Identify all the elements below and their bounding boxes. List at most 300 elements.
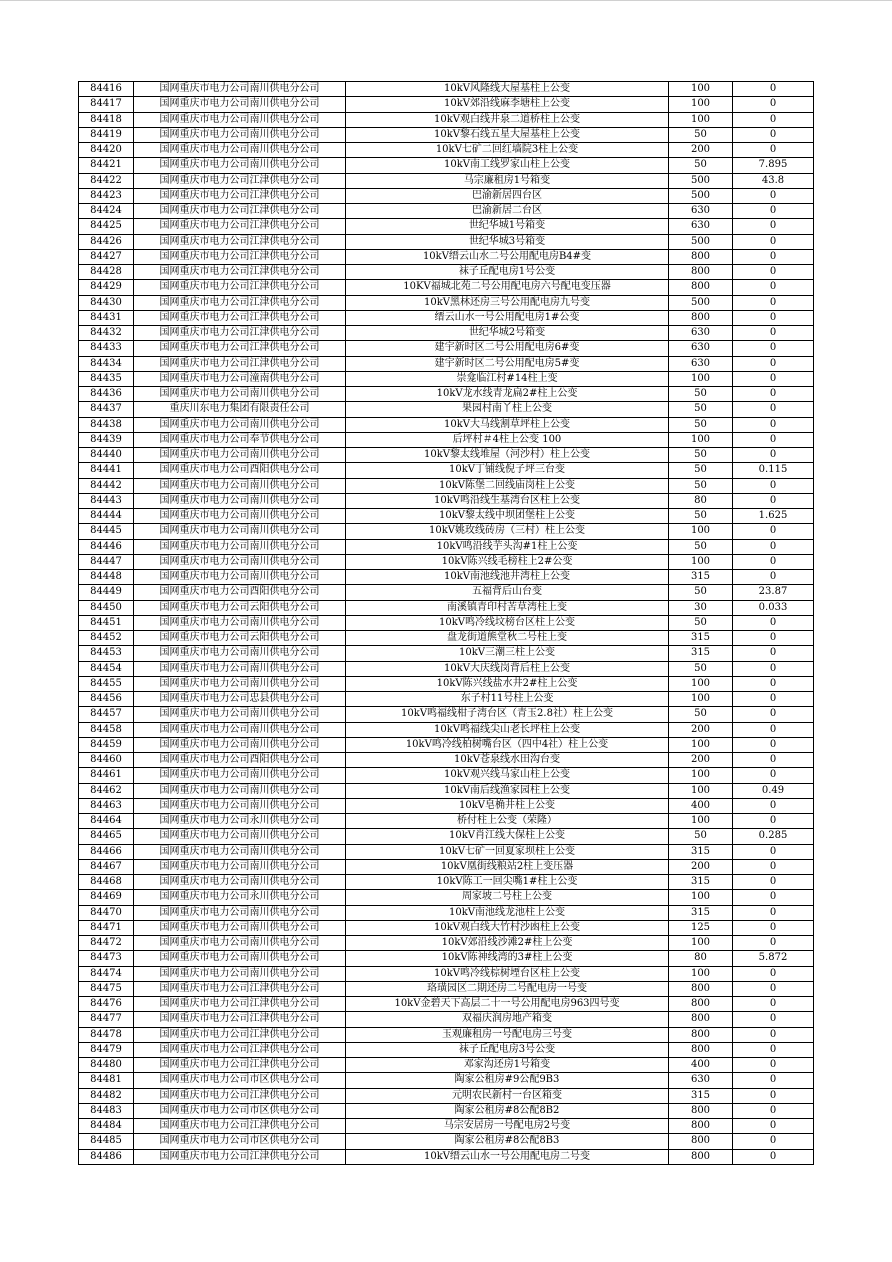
row-id-cell: 84470 [79, 905, 134, 920]
table-row [79, 173, 814, 188]
company-cell: 国网重庆市电力公司江津供电分公司 [134, 1012, 346, 1027]
transformer-name-cell: 珞璜园区二期还房二号配电房一号变 [346, 981, 669, 996]
capacity-cell: 200 [669, 722, 733, 737]
company-cell: 国网重庆市电力公司市区供电分公司 [134, 1103, 346, 1118]
table-row [79, 615, 814, 630]
row-id-cell: 84459 [79, 737, 134, 752]
value-cell: 0 [733, 1103, 814, 1118]
row-id-cell: 84416 [79, 82, 134, 97]
capacity-cell: 315 [669, 646, 733, 661]
transformer-name-cell: 10kV缙云山水二号公用配电房B4#变 [346, 249, 669, 264]
transformer-name-cell: 10kV皂桷井柱上公变 [346, 798, 669, 813]
capacity-cell: 800 [669, 1012, 733, 1027]
company-cell: 国网重庆市电力公司南川供电分公司 [134, 966, 346, 981]
capacity-cell: 100 [669, 371, 733, 386]
value-cell: 0 [733, 554, 814, 569]
value-cell: 0 [733, 1058, 814, 1073]
capacity-cell: 50 [669, 158, 733, 173]
company-cell: 国网重庆市电力公司江津供电分公司 [134, 997, 346, 1012]
transformer-name-cell: 10kV黎石线五星大屋基柱上公变 [346, 127, 669, 142]
table-row [79, 920, 814, 935]
capacity-cell: 200 [669, 859, 733, 874]
transformer-name-cell: 马宗廉租房1号箱变 [346, 173, 669, 188]
company-cell: 国网重庆市电力公司云阳供电分公司 [134, 631, 346, 646]
table-row [79, 97, 814, 112]
value-cell: 0 [733, 295, 814, 310]
row-id-cell: 84447 [79, 554, 134, 569]
capacity-cell: 800 [669, 1119, 733, 1134]
capacity-cell: 315 [669, 875, 733, 890]
transformer-name-cell: 10kV陈堡二回线庙岗柱上公变 [346, 478, 669, 493]
row-id-cell: 84456 [79, 692, 134, 707]
value-cell: 0 [733, 722, 814, 737]
capacity-cell: 500 [669, 234, 733, 249]
table-row [79, 844, 814, 859]
transformer-name-cell: 10kV七矿二回红墙院3柱上公变 [346, 143, 669, 158]
capacity-cell: 800 [669, 265, 733, 280]
table-row [79, 234, 814, 249]
capacity-cell: 800 [669, 1103, 733, 1118]
company-cell: 国网重庆市电力公司南川供电分公司 [134, 661, 346, 676]
capacity-cell: 500 [669, 188, 733, 203]
transformer-name-cell: 马宗安居房一号配电房2号变 [346, 1119, 669, 1134]
value-cell: 0 [733, 356, 814, 371]
value-cell: 0 [733, 112, 814, 127]
transformer-name-cell: 10kV三潮三柱上公变 [346, 646, 669, 661]
value-cell: 0 [733, 82, 814, 97]
company-cell: 国网重庆市电力公司南川供电分公司 [134, 646, 346, 661]
row-id-cell: 84449 [79, 585, 134, 600]
capacity-cell: 800 [669, 1042, 733, 1057]
table-row [79, 1073, 814, 1088]
company-cell: 国网重庆市电力公司南川供电分公司 [134, 493, 346, 508]
value-cell: 0 [733, 814, 814, 829]
company-cell: 国网重庆市电力公司市区供电分公司 [134, 1134, 346, 1149]
transformer-name-cell: 玉观廉租房一号配电房三号变 [346, 1027, 669, 1042]
company-cell: 国网重庆市电力公司南川供电分公司 [134, 875, 346, 890]
company-cell: 国网重庆市电力公司江津供电分公司 [134, 1149, 346, 1164]
transformer-name-cell: 10kV陈兴线盐水井2#柱上公变 [346, 676, 669, 691]
capacity-cell: 100 [669, 936, 733, 951]
row-id-cell: 84440 [79, 448, 134, 463]
row-id-cell: 84453 [79, 646, 134, 661]
table-row [79, 814, 814, 829]
transformer-name-cell: 巴渝新居四台区 [346, 188, 669, 203]
capacity-cell: 800 [669, 981, 733, 996]
value-cell: 0 [733, 890, 814, 905]
row-id-cell: 84477 [79, 1012, 134, 1027]
value-cell: 0 [733, 402, 814, 417]
row-id-cell: 84448 [79, 570, 134, 585]
table-row [79, 692, 814, 707]
value-cell: 5.872 [733, 951, 814, 966]
value-cell: 0 [733, 219, 814, 234]
transformer-name-cell: 10kV南后线渔家园柱上公变 [346, 783, 669, 798]
transformer-name-cell: 巴渝新居二台区 [346, 204, 669, 219]
value-cell: 0 [733, 1042, 814, 1057]
value-cell: 0 [733, 1073, 814, 1088]
row-id-cell: 84427 [79, 249, 134, 264]
transformer-name-cell: 10kV鸣沿线生基湾台区柱上公变 [346, 493, 669, 508]
table-row [79, 722, 814, 737]
value-cell: 0 [733, 127, 814, 142]
transformer-name-cell: 后坪村＃4柱上公变 100 [346, 432, 669, 447]
table-row [79, 432, 814, 447]
table-row [79, 356, 814, 371]
value-cell: 0 [733, 417, 814, 432]
value-cell: 0.285 [733, 829, 814, 844]
value-cell: 23.87 [733, 585, 814, 600]
company-cell: 国网重庆市电力公司南川供电分公司 [134, 722, 346, 737]
company-cell: 国网重庆市电力公司江津供电分公司 [134, 1119, 346, 1134]
transformer-name-cell: 东子村11号柱上公变 [346, 692, 669, 707]
capacity-cell: 50 [669, 661, 733, 676]
row-id-cell: 84464 [79, 814, 134, 829]
company-cell: 国网重庆市电力公司南川供电分公司 [134, 920, 346, 935]
company-cell: 国网重庆市电力公司江津供电分公司 [134, 1027, 346, 1042]
row-id-cell: 84441 [79, 463, 134, 478]
table-row [79, 997, 814, 1012]
company-cell: 国网重庆市电力公司江津供电分公司 [134, 265, 346, 280]
row-id-cell: 84481 [79, 1073, 134, 1088]
table-row [79, 1058, 814, 1073]
table-row [79, 875, 814, 890]
capacity-cell: 50 [669, 387, 733, 402]
value-cell: 0 [733, 493, 814, 508]
transformer-name-cell: 袜子丘配电房1号公变 [346, 265, 669, 280]
row-id-cell: 84445 [79, 524, 134, 539]
transformer-name-cell: 10kV鸣福线尖山老长坪柱上公变 [346, 722, 669, 737]
table-row [79, 1134, 814, 1149]
capacity-cell: 50 [669, 509, 733, 524]
value-cell: 7.895 [733, 158, 814, 173]
value-cell: 0 [733, 280, 814, 295]
company-cell: 国网重庆市电力公司南川供电分公司 [134, 829, 346, 844]
table-row [79, 981, 814, 996]
table-row [79, 631, 814, 646]
table-row [79, 936, 814, 951]
table-row [79, 82, 814, 97]
table-row [79, 768, 814, 783]
capacity-cell: 50 [669, 448, 733, 463]
row-id-cell: 84465 [79, 829, 134, 844]
row-id-cell: 84422 [79, 173, 134, 188]
transformer-name-cell: 建宇新时区二号公用配电房6#变 [346, 341, 669, 356]
table-row [79, 371, 814, 386]
table-row [79, 310, 814, 325]
capacity-cell: 100 [669, 890, 733, 905]
table-row [79, 265, 814, 280]
table-row [79, 1088, 814, 1103]
company-cell: 国网重庆市电力公司酉阳供电分公司 [134, 585, 346, 600]
company-cell: 国网重庆市电力公司南川供电分公司 [134, 615, 346, 630]
table-row [79, 463, 814, 478]
row-id-cell: 84480 [79, 1058, 134, 1073]
company-cell: 国网重庆市电力公司江津供电分公司 [134, 204, 346, 219]
company-cell: 国网重庆市电力公司江津供电分公司 [134, 1042, 346, 1057]
value-cell: 0 [733, 188, 814, 203]
capacity-cell: 100 [669, 676, 733, 691]
value-cell: 0 [733, 432, 814, 447]
row-id-cell: 84442 [79, 478, 134, 493]
capacity-cell: 100 [669, 737, 733, 752]
capacity-cell: 100 [669, 783, 733, 798]
company-cell: 国网重庆市电力公司南川供电分公司 [134, 737, 346, 752]
table-row [79, 600, 814, 615]
value-cell: 0 [733, 341, 814, 356]
transformer-name-cell: 周家坡二号柱上公变 [346, 890, 669, 905]
company-cell: 国网重庆市电力公司江津供电分公司 [134, 188, 346, 203]
transformer-name-cell: 陶家公租房#8公配8B2 [346, 1103, 669, 1118]
transformer-name-cell: 世纪华城2号箱变 [346, 326, 669, 341]
transformer-name-cell: 10kV陈工一回尖嘴1#柱上公变 [346, 875, 669, 890]
capacity-cell: 200 [669, 143, 733, 158]
value-cell: 0 [733, 524, 814, 539]
capacity-cell: 50 [669, 539, 733, 554]
company-cell: 国网重庆市电力公司江津供电分公司 [134, 356, 346, 371]
row-id-cell: 84462 [79, 783, 134, 798]
value-cell: 0 [733, 204, 814, 219]
company-cell: 国网重庆市电力公司江津供电分公司 [134, 1058, 346, 1073]
table-row [79, 570, 814, 585]
company-cell: 国网重庆市电力公司江津供电分公司 [134, 310, 346, 325]
row-id-cell: 84486 [79, 1149, 134, 1164]
company-cell: 国网重庆市电力公司云阳供电分公司 [134, 600, 346, 615]
row-id-cell: 84454 [79, 661, 134, 676]
company-cell: 国网重庆市电力公司南川供电分公司 [134, 859, 346, 874]
company-cell: 国网重庆市电力公司酉阳供电分公司 [134, 463, 346, 478]
value-cell: 0 [733, 676, 814, 691]
table-row [79, 402, 814, 417]
row-id-cell: 84421 [79, 158, 134, 173]
capacity-cell: 50 [669, 829, 733, 844]
company-cell: 国网重庆市电力公司江津供电分公司 [134, 280, 346, 295]
transformer-name-cell: 10kV鸣沿线芋头沟#1柱上公变 [346, 539, 669, 554]
transformer-name-cell: 世纪华城3号箱变 [346, 234, 669, 249]
value-cell: 0 [733, 920, 814, 935]
table-row [79, 448, 814, 463]
transformer-name-cell: 元明农民新村一台区箱变 [346, 1088, 669, 1103]
row-id-cell: 84444 [79, 509, 134, 524]
row-id-cell: 84429 [79, 280, 134, 295]
row-id-cell: 84423 [79, 188, 134, 203]
row-id-cell: 84466 [79, 844, 134, 859]
row-id-cell: 84434 [79, 356, 134, 371]
value-cell: 0 [733, 798, 814, 813]
table-row [79, 798, 814, 813]
transformer-name-cell: 陶家公租房#8公配8B3 [346, 1134, 669, 1149]
capacity-cell: 800 [669, 310, 733, 325]
value-cell: 0 [733, 570, 814, 585]
transformer-name-cell: 10kV观兴线马家山柱上公变 [346, 768, 669, 783]
company-cell: 国网重庆市电力公司江津供电分公司 [134, 173, 346, 188]
capacity-cell: 630 [669, 219, 733, 234]
row-id-cell: 84460 [79, 753, 134, 768]
capacity-cell: 315 [669, 631, 733, 646]
value-cell: 0 [733, 661, 814, 676]
row-id-cell: 84424 [79, 204, 134, 219]
row-id-cell: 84457 [79, 707, 134, 722]
transformer-name-cell: 10kV鸣冷线坟榜台区柱上公变 [346, 615, 669, 630]
row-id-cell: 84455 [79, 676, 134, 691]
company-cell: 国网重庆市电力公司江津供电分公司 [134, 249, 346, 264]
transformer-name-cell: 10kV姚玫线砖房（三村）柱上公变 [346, 524, 669, 539]
capacity-cell: 630 [669, 204, 733, 219]
capacity-cell: 315 [669, 905, 733, 920]
table-row [79, 387, 814, 402]
row-id-cell: 84419 [79, 127, 134, 142]
value-cell: 0 [733, 875, 814, 890]
value-cell: 0 [733, 310, 814, 325]
row-id-cell: 84451 [79, 615, 134, 630]
company-cell: 国网重庆市电力公司南川供电分公司 [134, 554, 346, 569]
capacity-cell: 800 [669, 1134, 733, 1149]
value-cell: 0 [733, 631, 814, 646]
table-row [79, 859, 814, 874]
row-id-cell: 84438 [79, 417, 134, 432]
table-row [79, 524, 814, 539]
row-id-cell: 84468 [79, 875, 134, 890]
capacity-cell: 800 [669, 1149, 733, 1164]
capacity-cell: 400 [669, 798, 733, 813]
transformer-name-cell: 10kV苍泉线水田沟台变 [346, 753, 669, 768]
table-row [79, 188, 814, 203]
company-cell: 国网重庆市电力公司南川供电分公司 [134, 143, 346, 158]
value-cell: 0 [733, 326, 814, 341]
value-cell: 0 [733, 1134, 814, 1149]
company-cell: 国网重庆市电力公司南川供电分公司 [134, 97, 346, 112]
transformer-name-cell: 10kV肖江线大保柱上公变 [346, 829, 669, 844]
value-cell: 0 [733, 707, 814, 722]
table-row [79, 951, 814, 966]
value-cell: 0 [733, 249, 814, 264]
company-cell: 国网重庆市电力公司忠县供电分公司 [134, 692, 346, 707]
table-row [79, 249, 814, 264]
transformer-name-cell: 10KV福城北苑二号公用配电房六号配电变压器 [346, 280, 669, 295]
value-cell: 0 [733, 1012, 814, 1027]
transformer-name-cell: 10kV龙水线青龙扁2#柱上公变 [346, 387, 669, 402]
value-cell: 0 [733, 692, 814, 707]
row-id-cell: 84436 [79, 387, 134, 402]
capacity-cell: 200 [669, 753, 733, 768]
capacity-cell: 50 [669, 585, 733, 600]
company-cell: 国网重庆市电力公司南川供电分公司 [134, 905, 346, 920]
capacity-cell: 100 [669, 814, 733, 829]
transformer-name-cell: 10kV观白线井泉二道桥柱上公变 [346, 112, 669, 127]
value-cell: 0 [733, 448, 814, 463]
capacity-cell: 500 [669, 295, 733, 310]
capacity-cell: 400 [669, 1058, 733, 1073]
company-cell: 重庆川东电力集团有限责任公司 [134, 402, 346, 417]
transformer-name-cell: 建宇新时区二号公用配电房5#变 [346, 356, 669, 371]
value-cell: 0 [733, 387, 814, 402]
capacity-cell: 630 [669, 341, 733, 356]
row-id-cell: 84458 [79, 722, 134, 737]
table-row [79, 905, 814, 920]
company-cell: 国网重庆市电力公司江津供电分公司 [134, 326, 346, 341]
company-cell: 国网重庆市电力公司南川供电分公司 [134, 783, 346, 798]
capacity-cell: 800 [669, 997, 733, 1012]
row-id-cell: 84469 [79, 890, 134, 905]
company-cell: 国网重庆市电力公司市区供电分公司 [134, 1073, 346, 1088]
capacity-cell: 50 [669, 402, 733, 417]
table-row [79, 1119, 814, 1134]
row-id-cell: 84473 [79, 951, 134, 966]
value-cell: 0 [733, 981, 814, 996]
row-id-cell: 84452 [79, 631, 134, 646]
company-cell: 国网重庆市电力公司南川供电分公司 [134, 158, 346, 173]
company-cell: 国网重庆市电力公司南川供电分公司 [134, 127, 346, 142]
value-cell: 1.625 [733, 509, 814, 524]
row-id-cell: 84482 [79, 1088, 134, 1103]
row-id-cell: 84483 [79, 1103, 134, 1118]
company-cell: 国网重庆市电力公司南川供电分公司 [134, 112, 346, 127]
table-row [79, 295, 814, 310]
transformer-name-cell: 10kV郊沿线沙滩2#柱上公变 [346, 936, 669, 951]
company-cell: 国网重庆市电力公司南川供电分公司 [134, 798, 346, 813]
row-id-cell: 84476 [79, 997, 134, 1012]
capacity-cell: 100 [669, 82, 733, 97]
row-id-cell: 84431 [79, 310, 134, 325]
value-cell: 0 [733, 1119, 814, 1134]
capacity-cell: 100 [669, 97, 733, 112]
capacity-cell: 50 [669, 707, 733, 722]
capacity-cell: 630 [669, 1073, 733, 1088]
transformer-name-cell: 10kV风隆线大屋基柱上公变 [346, 82, 669, 97]
value-cell: 0 [733, 768, 814, 783]
transformer-name-cell: 10kV七矿一回夏家坝柱上公变 [346, 844, 669, 859]
row-id-cell: 84485 [79, 1134, 134, 1149]
table-row [79, 326, 814, 341]
company-cell: 国网重庆市电力公司永川供电分公司 [134, 890, 346, 905]
row-id-cell: 84463 [79, 798, 134, 813]
transformer-name-cell: 盘龙街道熊堂秋二号柱上变 [346, 631, 669, 646]
row-id-cell: 84417 [79, 97, 134, 112]
company-cell: 国网重庆市电力公司江津供电分公司 [134, 234, 346, 249]
value-cell: 0 [733, 737, 814, 752]
row-id-cell: 84472 [79, 936, 134, 951]
value-cell: 0 [733, 265, 814, 280]
row-id-cell: 84420 [79, 143, 134, 158]
transformer-name-cell: 10kV鸣福线柑子湾台区（青玉2.8社）柱上公变 [346, 707, 669, 722]
value-cell: 43.8 [733, 173, 814, 188]
capacity-cell: 50 [669, 463, 733, 478]
capacity-cell: 50 [669, 127, 733, 142]
capacity-cell: 80 [669, 493, 733, 508]
value-cell: 0 [733, 143, 814, 158]
company-cell: 国网重庆市电力公司南川供电分公司 [134, 524, 346, 539]
transformer-name-cell: 10kV观白线大竹村沙凼柱上公变 [346, 920, 669, 935]
transformer-name-cell: 缙云山水一号公用配电房1#公变 [346, 310, 669, 325]
table-row [79, 829, 814, 844]
capacity-cell: 100 [669, 524, 733, 539]
row-id-cell: 84432 [79, 326, 134, 341]
company-cell: 国网重庆市电力公司南川供电分公司 [134, 570, 346, 585]
transformer-name-cell: 双福庆润房地产箱变 [346, 1012, 669, 1027]
company-cell: 国网重庆市电力公司南川供电分公司 [134, 387, 346, 402]
table-row [79, 554, 814, 569]
capacity-cell: 30 [669, 600, 733, 615]
row-id-cell: 84461 [79, 768, 134, 783]
transformer-name-cell: 10kV鸣冷线柏树嘴台区（四中4社）柱上公变 [346, 737, 669, 752]
capacity-cell: 315 [669, 844, 733, 859]
value-cell: 0 [733, 936, 814, 951]
value-cell: 0.033 [733, 600, 814, 615]
table-row [79, 204, 814, 219]
capacity-cell: 125 [669, 920, 733, 935]
row-id-cell: 84435 [79, 371, 134, 386]
capacity-cell: 500 [669, 173, 733, 188]
